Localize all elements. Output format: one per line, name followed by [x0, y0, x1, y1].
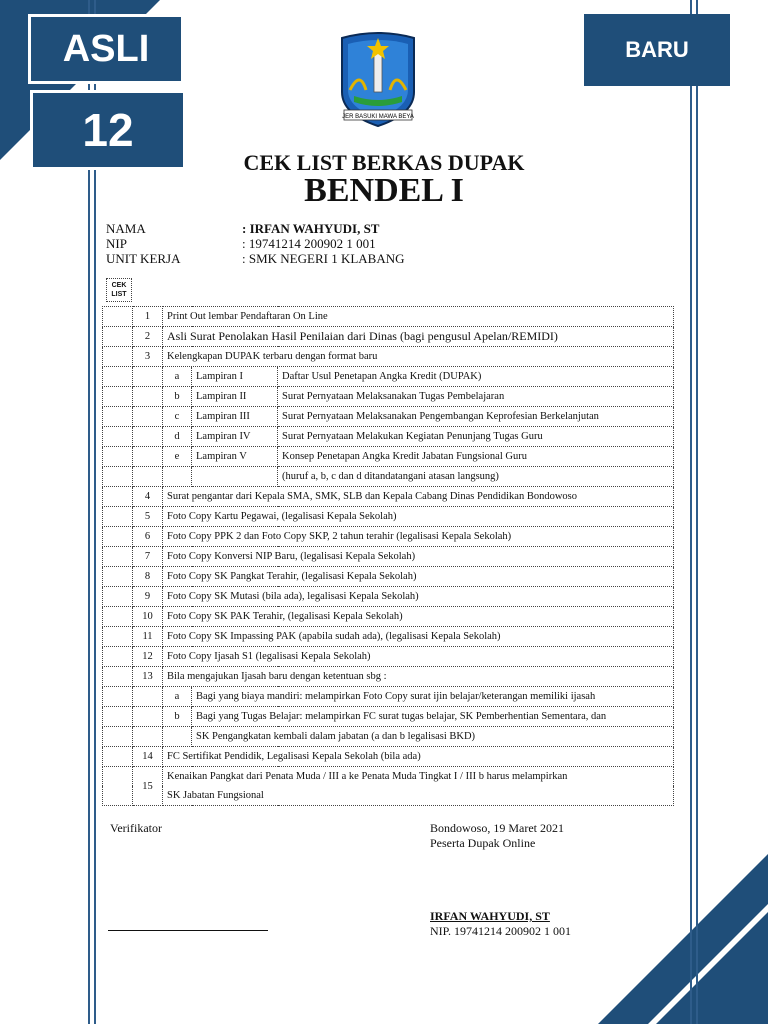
check-cell[interactable] — [103, 727, 133, 747]
item-text: Foto Copy Konversi NIP Baru, (legalisasi Kepala Sekolah) — [163, 547, 674, 567]
check-cell[interactable] — [103, 547, 133, 567]
check-cell[interactable] — [103, 427, 133, 447]
table-row — [103, 567, 674, 587]
check-cell[interactable] — [103, 307, 133, 327]
table-row — [103, 786, 674, 806]
table-row — [103, 527, 674, 547]
item-text: Kenaikan Pangkat dari Penata Muda / III a ke Penata Muda Tingkat I / III b harus melampirkan — [163, 767, 674, 787]
table-row — [103, 587, 674, 607]
table-row — [103, 547, 674, 567]
sub-text: Konsep Penetapan Angka Kredit Jabatan Fungsional Guru — [278, 447, 674, 467]
check-cell[interactable] — [103, 647, 133, 667]
check-cell[interactable] — [103, 467, 133, 487]
item-text: Asli Surat Penolakan Hasil Penilaian dari Dinas (bagi pengusul Apelan/REMIDI) — [163, 327, 674, 347]
cek-list-header: CEK LIST — [106, 278, 132, 302]
table-row — [103, 447, 674, 467]
item-text: Foto Copy SK Impassing PAK (apabila sudah ada), (legalisasi Kepala Sekolah) — [163, 627, 674, 647]
page-subtitle: BENDEL I — [304, 172, 464, 209]
sub-text: Surat Pernyataan Melaksanakan Tugas Pembelajaran — [278, 387, 674, 407]
asli-label: ASLI — [62, 27, 150, 70]
item-text: Foto Copy PPK 2 dan Foto Copy SKP, 2 tahun terahir (legalisasi Kepala Sekolah) — [163, 527, 674, 547]
item-number: 3 — [133, 347, 163, 367]
item-number: 14 — [133, 747, 163, 767]
logo-ribbon-text: JER BASUKI MAWA BEYA — [342, 114, 414, 120]
item-text: Surat pengantar dari Kepala SMA, SMK, SLB dan Kepala Cabang Dinas Pendidikan Bondowoso — [163, 487, 674, 507]
item-number: 6 — [133, 527, 163, 547]
table-row — [103, 487, 674, 507]
sub-label: Lampiran III — [192, 407, 278, 427]
table-row — [103, 627, 674, 647]
sub-letter: a — [163, 687, 192, 707]
sub-letter: b — [163, 707, 192, 727]
check-cell[interactable] — [103, 507, 133, 527]
verifikator-label: Verifikator — [110, 821, 162, 835]
signer-nip: NIP. 19741214 200902 1 001 — [430, 924, 572, 938]
table-row — [103, 367, 674, 387]
sub-text: Daftar Usul Penetapan Angka Kredit (DUPAK) — [278, 367, 674, 387]
unit-label: UNIT KERJA — [106, 251, 181, 266]
sub-text: Surat Pernyataan Melakukan Kegiatan Penunjang Tugas Guru — [278, 427, 674, 447]
check-cell[interactable] — [103, 707, 133, 727]
item-number: 15 — [133, 767, 163, 806]
table-row — [103, 307, 674, 327]
sub-letter: b — [163, 387, 192, 407]
item-number: 5 — [133, 507, 163, 527]
verifikator-signature-line — [108, 930, 268, 931]
table-row — [103, 727, 674, 747]
table-row — [103, 507, 674, 527]
table-row — [103, 647, 674, 667]
table-row — [103, 407, 674, 427]
item-text: Foto Copy SK Mutasi (bila ada), legalisasi Kepala Sekolah) — [163, 587, 674, 607]
check-cell[interactable] — [103, 687, 133, 707]
item-text: Print Out lembar Pendaftaran On Line — [163, 307, 674, 327]
check-cell[interactable] — [103, 447, 133, 467]
sub-label: Lampiran IV — [192, 427, 278, 447]
sub-text: Bagi yang Tugas Belajar: melampirkan FC surat tugas belajar, SK Pemberhentian Sementara, dan — [192, 707, 674, 727]
item-number: 12 — [133, 647, 163, 667]
nama-value: : IRFAN WAHYUDI, ST — [242, 221, 380, 236]
item-text: Kelengkapan DUPAK terbaru dengan format baru — [163, 347, 674, 367]
item-number: 1 — [133, 307, 163, 327]
item-number: 11 — [133, 627, 163, 647]
sub-letter: c — [163, 407, 192, 427]
table-row — [103, 687, 674, 707]
sub-label: Lampiran I — [192, 367, 278, 387]
table-row — [103, 707, 674, 727]
check-cell[interactable] — [103, 347, 133, 367]
item-number: 13 — [133, 667, 163, 687]
item-number: 7 — [133, 547, 163, 567]
item-number: 2 — [133, 327, 163, 347]
page-title: CEK LIST BERKAS DUPAK — [243, 150, 525, 175]
check-cell[interactable] — [103, 527, 133, 547]
checklist-table — [102, 306, 674, 806]
item-text: Foto Copy SK Pangkat Terahir, (legalisasi Kepala Sekolah) — [163, 567, 674, 587]
check-cell[interactable] — [103, 767, 133, 806]
check-cell[interactable] — [103, 587, 133, 607]
check-cell[interactable] — [103, 367, 133, 387]
sub-label: Lampiran II — [192, 387, 278, 407]
signer-role: Peserta Dupak Online — [430, 836, 536, 850]
check-cell[interactable] — [103, 627, 133, 647]
check-cell[interactable] — [103, 607, 133, 627]
asli-badge — [28, 14, 184, 84]
item-text-continued: SK Jabatan Fungsional — [163, 786, 674, 806]
sub-label: Lampiran V — [192, 447, 278, 467]
signer-name: IRFAN WAHYUDI, ST — [430, 909, 550, 923]
item-number: 10 — [133, 607, 163, 627]
table-row — [103, 427, 674, 447]
nip-value: : 19741214 200902 1 001 — [242, 236, 376, 251]
sub-letter: e — [163, 447, 192, 467]
table-row — [103, 607, 674, 627]
check-cell[interactable] — [103, 487, 133, 507]
item-text: Bila mengajukan Ijasah baru dengan ketentuan sbg : — [163, 667, 674, 687]
sub-letter: d — [163, 427, 192, 447]
nama-label: NAMA — [106, 221, 146, 236]
table-row — [103, 747, 674, 767]
east-java-emblem — [336, 30, 420, 130]
table-row — [103, 327, 674, 347]
corner-decoration-bottom-right — [598, 854, 768, 1024]
sub-text-continued: SK Pengangkatan kembali dalam jabatan (a dan b legalisasi BKD) — [192, 727, 674, 747]
item-text: FC Sertifikat Pendidik, Legalisasi Kepala Sekolah (bila ada) — [163, 747, 674, 767]
item-number: 9 — [133, 587, 163, 607]
sub-text: Surat Pernyataan Melaksanakan Pengembangan Keprofesian Berkelanjutan — [278, 407, 674, 427]
check-cell[interactable] — [103, 387, 133, 407]
item-text: Foto Copy SK PAK Terahir, (legalisasi Kepala Sekolah) — [163, 607, 674, 627]
check-cell[interactable] — [103, 747, 133, 767]
baru-label: BARU — [625, 37, 689, 62]
table-row — [103, 767, 674, 787]
sub-text: Bagi yang biaya mandiri: melampirkan Foto Copy surat ijin belajar/keterangan memiliki ijasah — [192, 687, 674, 707]
item-text: Foto Copy Kartu Pegawai, (legalisasi Kepala Sekolah) — [163, 507, 674, 527]
check-cell[interactable] — [103, 667, 133, 687]
sub-letter: a — [163, 367, 192, 387]
baru-badge — [584, 14, 730, 86]
check-cell[interactable] — [103, 327, 133, 347]
item-number: 4 — [133, 487, 163, 507]
table-row — [103, 467, 674, 487]
table-row — [103, 347, 674, 367]
item-number: 8 — [133, 567, 163, 587]
nip-label: NIP — [106, 236, 127, 251]
check-cell[interactable] — [103, 407, 133, 427]
check-cell[interactable] — [103, 567, 133, 587]
table-row — [103, 667, 674, 687]
place-date: Bondowoso, 19 Maret 2021 — [430, 821, 564, 835]
sub-note: (huruf a, b, c dan d ditandatangani atasan langsung) — [278, 467, 674, 487]
item-text: Foto Copy Ijasah S1 (legalisasi Kepala Sekolah) — [163, 647, 674, 667]
number-label: 12 — [82, 104, 134, 156]
unit-value: : SMK NEGERI 1 KLABANG — [242, 251, 405, 266]
table-row — [103, 387, 674, 407]
